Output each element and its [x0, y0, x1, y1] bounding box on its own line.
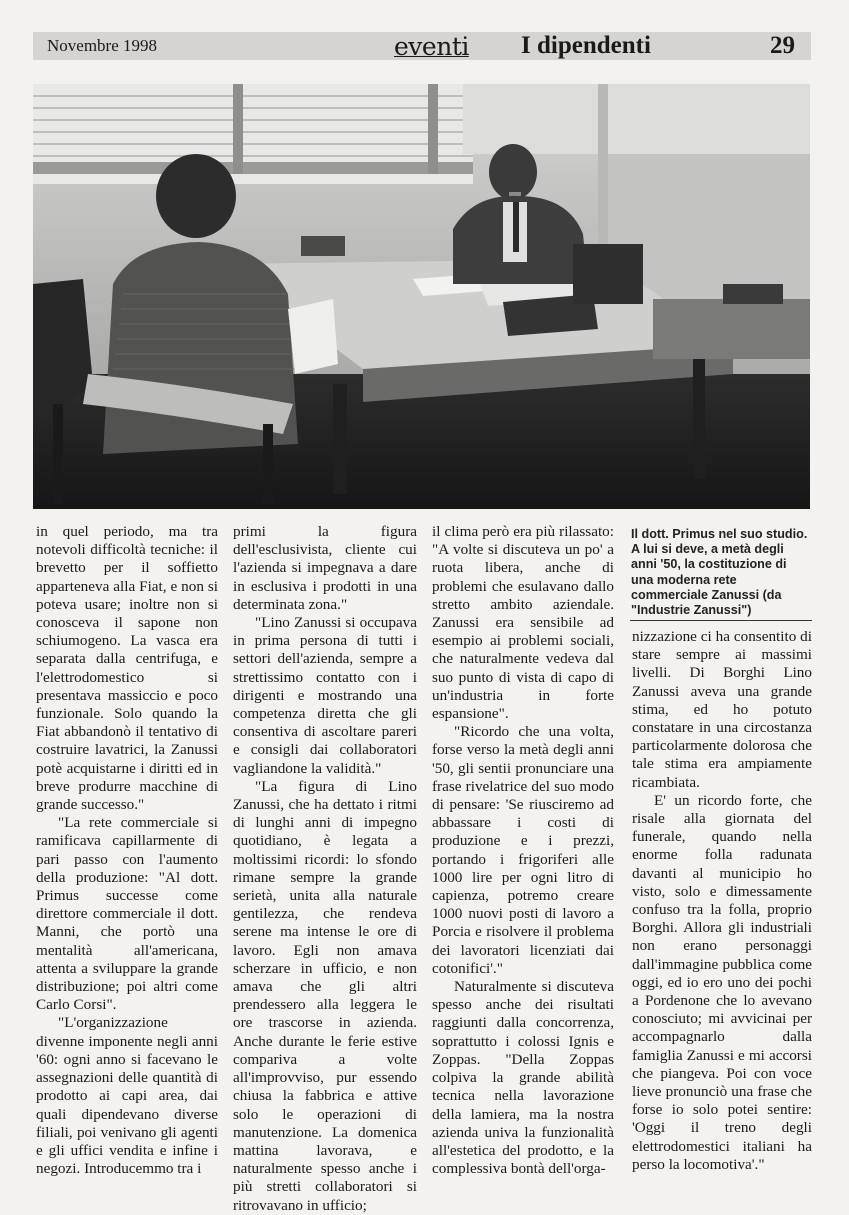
paragraph: il clima però era più rilassato: "A volte si discuteva un po' a ruota libera, anche di problemi che esulavano dallo stretto ambito aziendale. Zanussi era sensibile ad esempio ai problemi sociali, che naturalmente vedeva dal suo punto di vista di capo di un'industria in forte espansione".	[432, 523, 614, 723]
issue-date: Novembre 1998	[47, 36, 158, 55]
paragraph: "Ricordo che una volta, forse verso la metà degli anni '50, gli sentii pronunciare una frase rivelatrice del suo modo di pensare: 'Se riusciremo ad abbassare i costi di produzione e i prezzi, portando i frigoriferi alle 1000 lire per ogni litro di capienza, potremo creare 1000 nuovi posti di lavoro a Porcia e risolvere il problema dei lavoratori licenziati dai cotonifici'."	[432, 723, 614, 977]
photo-caption: Il dott. Primus nel suo studio. A lui si deve, a metà degli anni '50, la costituzione di una moderna rete commerciale Zanussi (da "Industrie Zanussi")	[631, 527, 808, 618]
paragraph: in quel periodo, ma tra notevoli difficoltà tecniche: il brevetto per il soffietto apparteneva alla Fiat, e non si poteva usare; inoltre non si conosceva il sapone non schiumogeno. La vasca era separata dalla centrifuga, e l'elettrodomestico si presentava massiccio e poco funzionale. Solo quando la Fiat abbandonò il tentativo di costruire lavatrici, la Zanussi potè acquistarne i diritti ed in breve produrre macchine di grande successo."	[36, 523, 218, 814]
page-number: 29	[770, 32, 795, 59]
paragraph: "La rete commerciale si ramificava capillarmente di pari passo con l'aumento della produzione: "Al dott. Primus successe come direttore commerciale il dott. Manni, che portò una mentalità all'americana, attenta a sviluppare la grande distribuzione; poi altri come Carlo Corsi".	[36, 814, 218, 1014]
text-column-2	[233, 523, 417, 1215]
paragraph: E' un ricordo forte, che risale alla giornata del funerale, quando nella enorme folla radunata davanti al municipio ho visto, solo e dimessamente confuso tra la folla, proprio Borghi. Allora gli industriali non erano personaggi dall'immagine pubblica come oggi, ed io ero uno dei pochi a Pordenone che lo avevano conosciuto; mi avvicinai per accompagnarlo dalla famiglia Zanussi e mi accorsi che piangeva. Poi con voce lieve pronunciò una frase che forse io solo potei sentire: 'Oggi il treno degli elettrodomestici italiani ha perso la locomotiva'."	[632, 791, 812, 1173]
paragraph: "La figura di Lino Zanussi, che ha dettato i ritmi di lunghi anni di impegno quotidiano, è legata a moltissimi ricordi: lo sfondo rimane sempre la grande serietà, unita alla naturale gentilezza, che rendeva serene ma intense le ore di lavoro. Egli non amava scherzare in ufficio, e non amava che gli altri prendessero alla leggera le ore trascorse in azienda. Anche durante le ferie estive compariva a volte all'improvviso, pur essendo chiusa la fabbrica e attive solo le operazioni di manutenzione. La domenica mattina lavorava, e naturalmente spesso anche i più stretti collaboratori si ritrovavano in ufficio;	[233, 777, 417, 1214]
text-column-1	[36, 523, 218, 1178]
paragraph: nizzazione ci ha consentito di stare sempre ai massimi livelli. Di Borghi Lino Zanussi aveva una grande stima, ed ho potuto constatare in una circostanza particolarmente dolorosa che tale stima era ampiamente ricambiata.	[632, 628, 812, 791]
paragraph: "L'organizzazione divenne imponente negli anni '60: ogni anno si facevano le assegnazioni delle quantità di prodotto ai capi area, dai quali dipendevano diverse filiali, poi venivano gli agenti e gli uffici vendita e infine i negozi. Introducemmo tra i	[36, 1014, 218, 1178]
page-header	[33, 32, 811, 60]
paragraph: Naturalmente si discuteva spesso anche dei risultati raggiunti dalla concorrenza, soprattutto i colossi Ignis e Zoppas. "Della Zoppas colpiva la grande abilità tecnica nella lavorazione della lamiera, ma la nostra azienda univa la funzionalità all'estetica del prodotto, e la complessiva bontà dell'orga-	[432, 978, 614, 1178]
text-column-3	[432, 523, 614, 1178]
magazine-logo: eventi	[394, 32, 469, 61]
office-photo	[33, 84, 810, 509]
paragraph: "Lino Zanussi si occupava in prima persona di tutti i settori dell'azienda, sempre a strettissimo contatto con i dirigenti e mostrando una competenza diretta che gli consentiva di ascoltare pareri e consigli dai collaboratori vagliandone la validità."	[233, 614, 417, 777]
text-column-4	[632, 628, 812, 1174]
office-photo-illustration	[33, 84, 810, 509]
paragraph: primi la figura dell'esclusivista, cliente cui l'azienda si impegnava a dare in esclusiva i prodotti in una determinata zona."	[233, 523, 417, 613]
caption-divider	[630, 620, 812, 621]
section-title: I dipendenti	[521, 32, 651, 59]
